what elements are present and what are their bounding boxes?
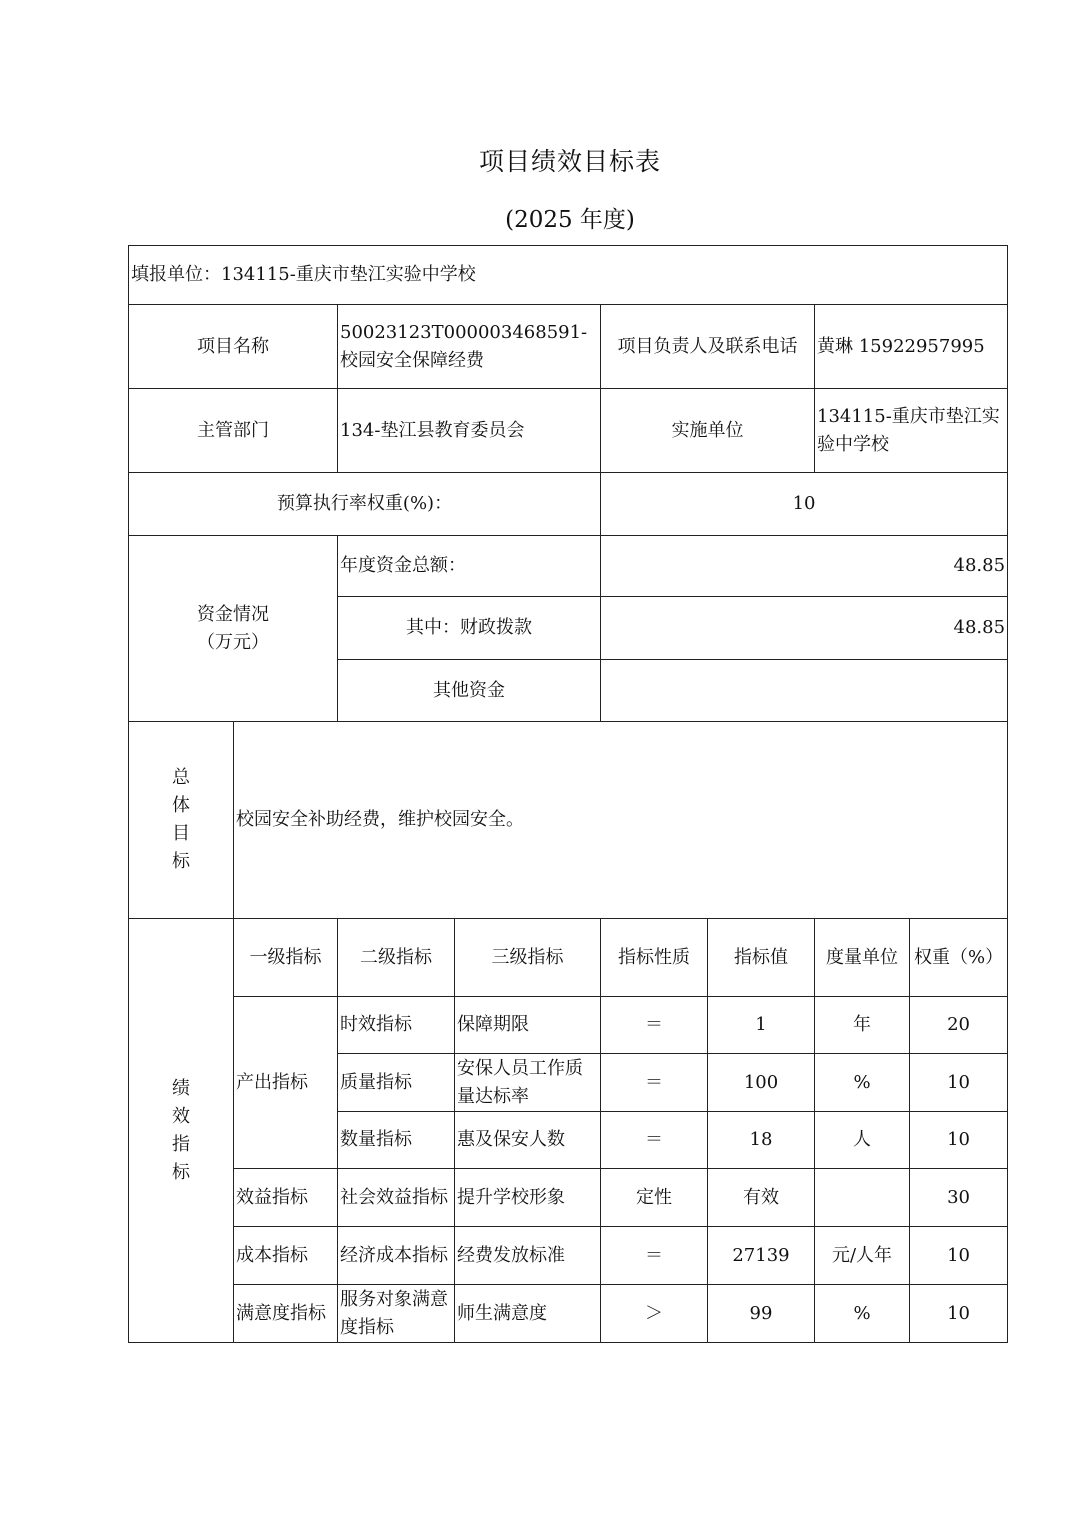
implementing-unit-label: 实施单位: [601, 389, 815, 473]
table-row: [129, 997, 1008, 1054]
project-name-label: 项目名称: [129, 305, 338, 389]
indicator-unit: 年: [815, 997, 910, 1054]
indicators-label: [129, 919, 234, 1343]
funds-total-row: [129, 536, 1008, 597]
indicator-level2: 质量指标: [338, 1054, 455, 1112]
indicator-value: 有效: [708, 1169, 815, 1227]
indicator-nature: ＝: [601, 1112, 708, 1169]
satisfaction-indicator-label: 满意度指标: [234, 1285, 338, 1343]
indicator-weight: 10: [910, 1054, 1008, 1112]
funds-other-label: 其他资金: [338, 660, 601, 722]
header-level2: 二级指标: [338, 919, 455, 997]
funds-total-value: 48.85: [601, 536, 1008, 597]
filler-value: 134115-重庆市垫江实验中学校: [221, 264, 476, 285]
filler-row: [129, 246, 1008, 305]
indicator-nature: ＝: [601, 1054, 708, 1112]
header-unit: 度量单位: [815, 919, 910, 997]
funds-label-line1: 资金情况: [197, 603, 269, 625]
funds-fiscal-label: 其中：财政拨款: [338, 597, 601, 660]
indicator-unit: 元/人年: [815, 1227, 910, 1285]
funds-label: [129, 536, 338, 722]
implementing-unit-value: 134115-重庆市垫江实验中学校: [815, 389, 1008, 473]
department-label: 主管部门: [129, 389, 338, 473]
table-row: [129, 1285, 1008, 1343]
funds-label-line2: （万元）: [197, 631, 269, 653]
header-nature: 指标性质: [601, 919, 708, 997]
indicator-value: 18: [708, 1112, 815, 1169]
department-value: 134-垫江县教育委员会: [338, 389, 601, 473]
indicator-nature: ＞: [601, 1285, 708, 1343]
indicator-weight: 20: [910, 997, 1008, 1054]
overall-goal-label: [129, 722, 234, 919]
indicator-value: 99: [708, 1285, 815, 1343]
indicator-weight: 30: [910, 1169, 1008, 1227]
indicator-level3: 经费发放标准: [455, 1227, 601, 1285]
overall-goal-char: 总: [172, 767, 190, 788]
indicator-level2: 数量指标: [338, 1112, 455, 1169]
table-row: [129, 1227, 1008, 1285]
overall-goal-char: 体: [172, 795, 190, 816]
project-name-value: 50023123T000003468591-校园安全保障经费: [338, 305, 601, 389]
indicator-header-row: [129, 919, 1008, 997]
header-level3: 三级指标: [455, 919, 601, 997]
performance-goal-table: [128, 245, 1008, 1343]
indicators-char: 绩: [172, 1077, 190, 1099]
indicator-level3: 保障期限: [455, 997, 601, 1054]
budget-rate-value: 10: [601, 473, 1008, 536]
indicator-value: 100: [708, 1054, 815, 1112]
indicator-level3: 惠及保安人数: [455, 1112, 601, 1169]
indicator-level3: 安保人员工作质量达标率: [455, 1054, 601, 1112]
indicator-unit: 人: [815, 1112, 910, 1169]
indicator-level2: 经济成本指标: [338, 1227, 455, 1285]
overall-goal-row: [129, 722, 1008, 919]
page-subtitle-year: (2025 年度): [505, 207, 635, 233]
department-row: [129, 389, 1008, 473]
overall-goal-char: 目: [172, 823, 190, 844]
budget-rate-label: 预算执行率权重(%)：: [129, 473, 601, 536]
indicators-char: 标: [172, 1161, 190, 1183]
indicators-char: 指: [172, 1133, 190, 1155]
header-value: 指标值: [708, 919, 815, 997]
project-name-row: [129, 305, 1008, 389]
indicator-weight: 10: [910, 1285, 1008, 1343]
funds-other-value: [601, 660, 1008, 722]
page-title: 项目绩效目标表: [478, 147, 661, 176]
indicator-unit: [815, 1169, 910, 1227]
indicator-unit: %: [815, 1054, 910, 1112]
indicator-level3: 提升学校形象: [455, 1169, 601, 1227]
indicator-unit: %: [815, 1285, 910, 1343]
cost-indicator-label: 成本指标: [234, 1227, 338, 1285]
indicator-level2: 社会效益指标: [338, 1169, 455, 1227]
header-weight: 权重（%）: [910, 919, 1008, 997]
benefit-indicator-label: 效益指标: [234, 1169, 338, 1227]
indicator-level2: 时效指标: [338, 997, 455, 1054]
indicator-weight: 10: [910, 1227, 1008, 1285]
indicator-level3: 师生满意度: [455, 1285, 601, 1343]
output-indicator-label: 产出指标: [234, 997, 338, 1169]
indicator-nature: ＝: [601, 1227, 708, 1285]
table-row: [129, 1169, 1008, 1227]
filler-cell: [129, 246, 1008, 305]
project-leader-value: 黄琳 15922957995: [815, 305, 1008, 389]
indicator-value: 1: [708, 997, 815, 1054]
indicator-level2: 服务对象满意度指标: [338, 1285, 455, 1343]
overall-goal-char: 标: [172, 851, 190, 872]
indicator-nature: ＝: [601, 997, 708, 1054]
header-level1: 一级指标: [234, 919, 338, 997]
indicator-nature: 定性: [601, 1169, 708, 1227]
project-leader-label: 项目负责人及联系电话: [601, 305, 815, 389]
indicator-weight: 10: [910, 1112, 1008, 1169]
funds-fiscal-value: 48.85: [601, 597, 1008, 660]
filler-label: 填报单位：: [131, 264, 221, 285]
budget-rate-row: [129, 473, 1008, 536]
indicator-value: 27139: [708, 1227, 815, 1285]
funds-total-label: 年度资金总额：: [338, 536, 601, 597]
indicators-char: 效: [172, 1105, 190, 1127]
overall-goal-text: 校园安全补助经费，维护校园安全。: [234, 722, 1008, 919]
